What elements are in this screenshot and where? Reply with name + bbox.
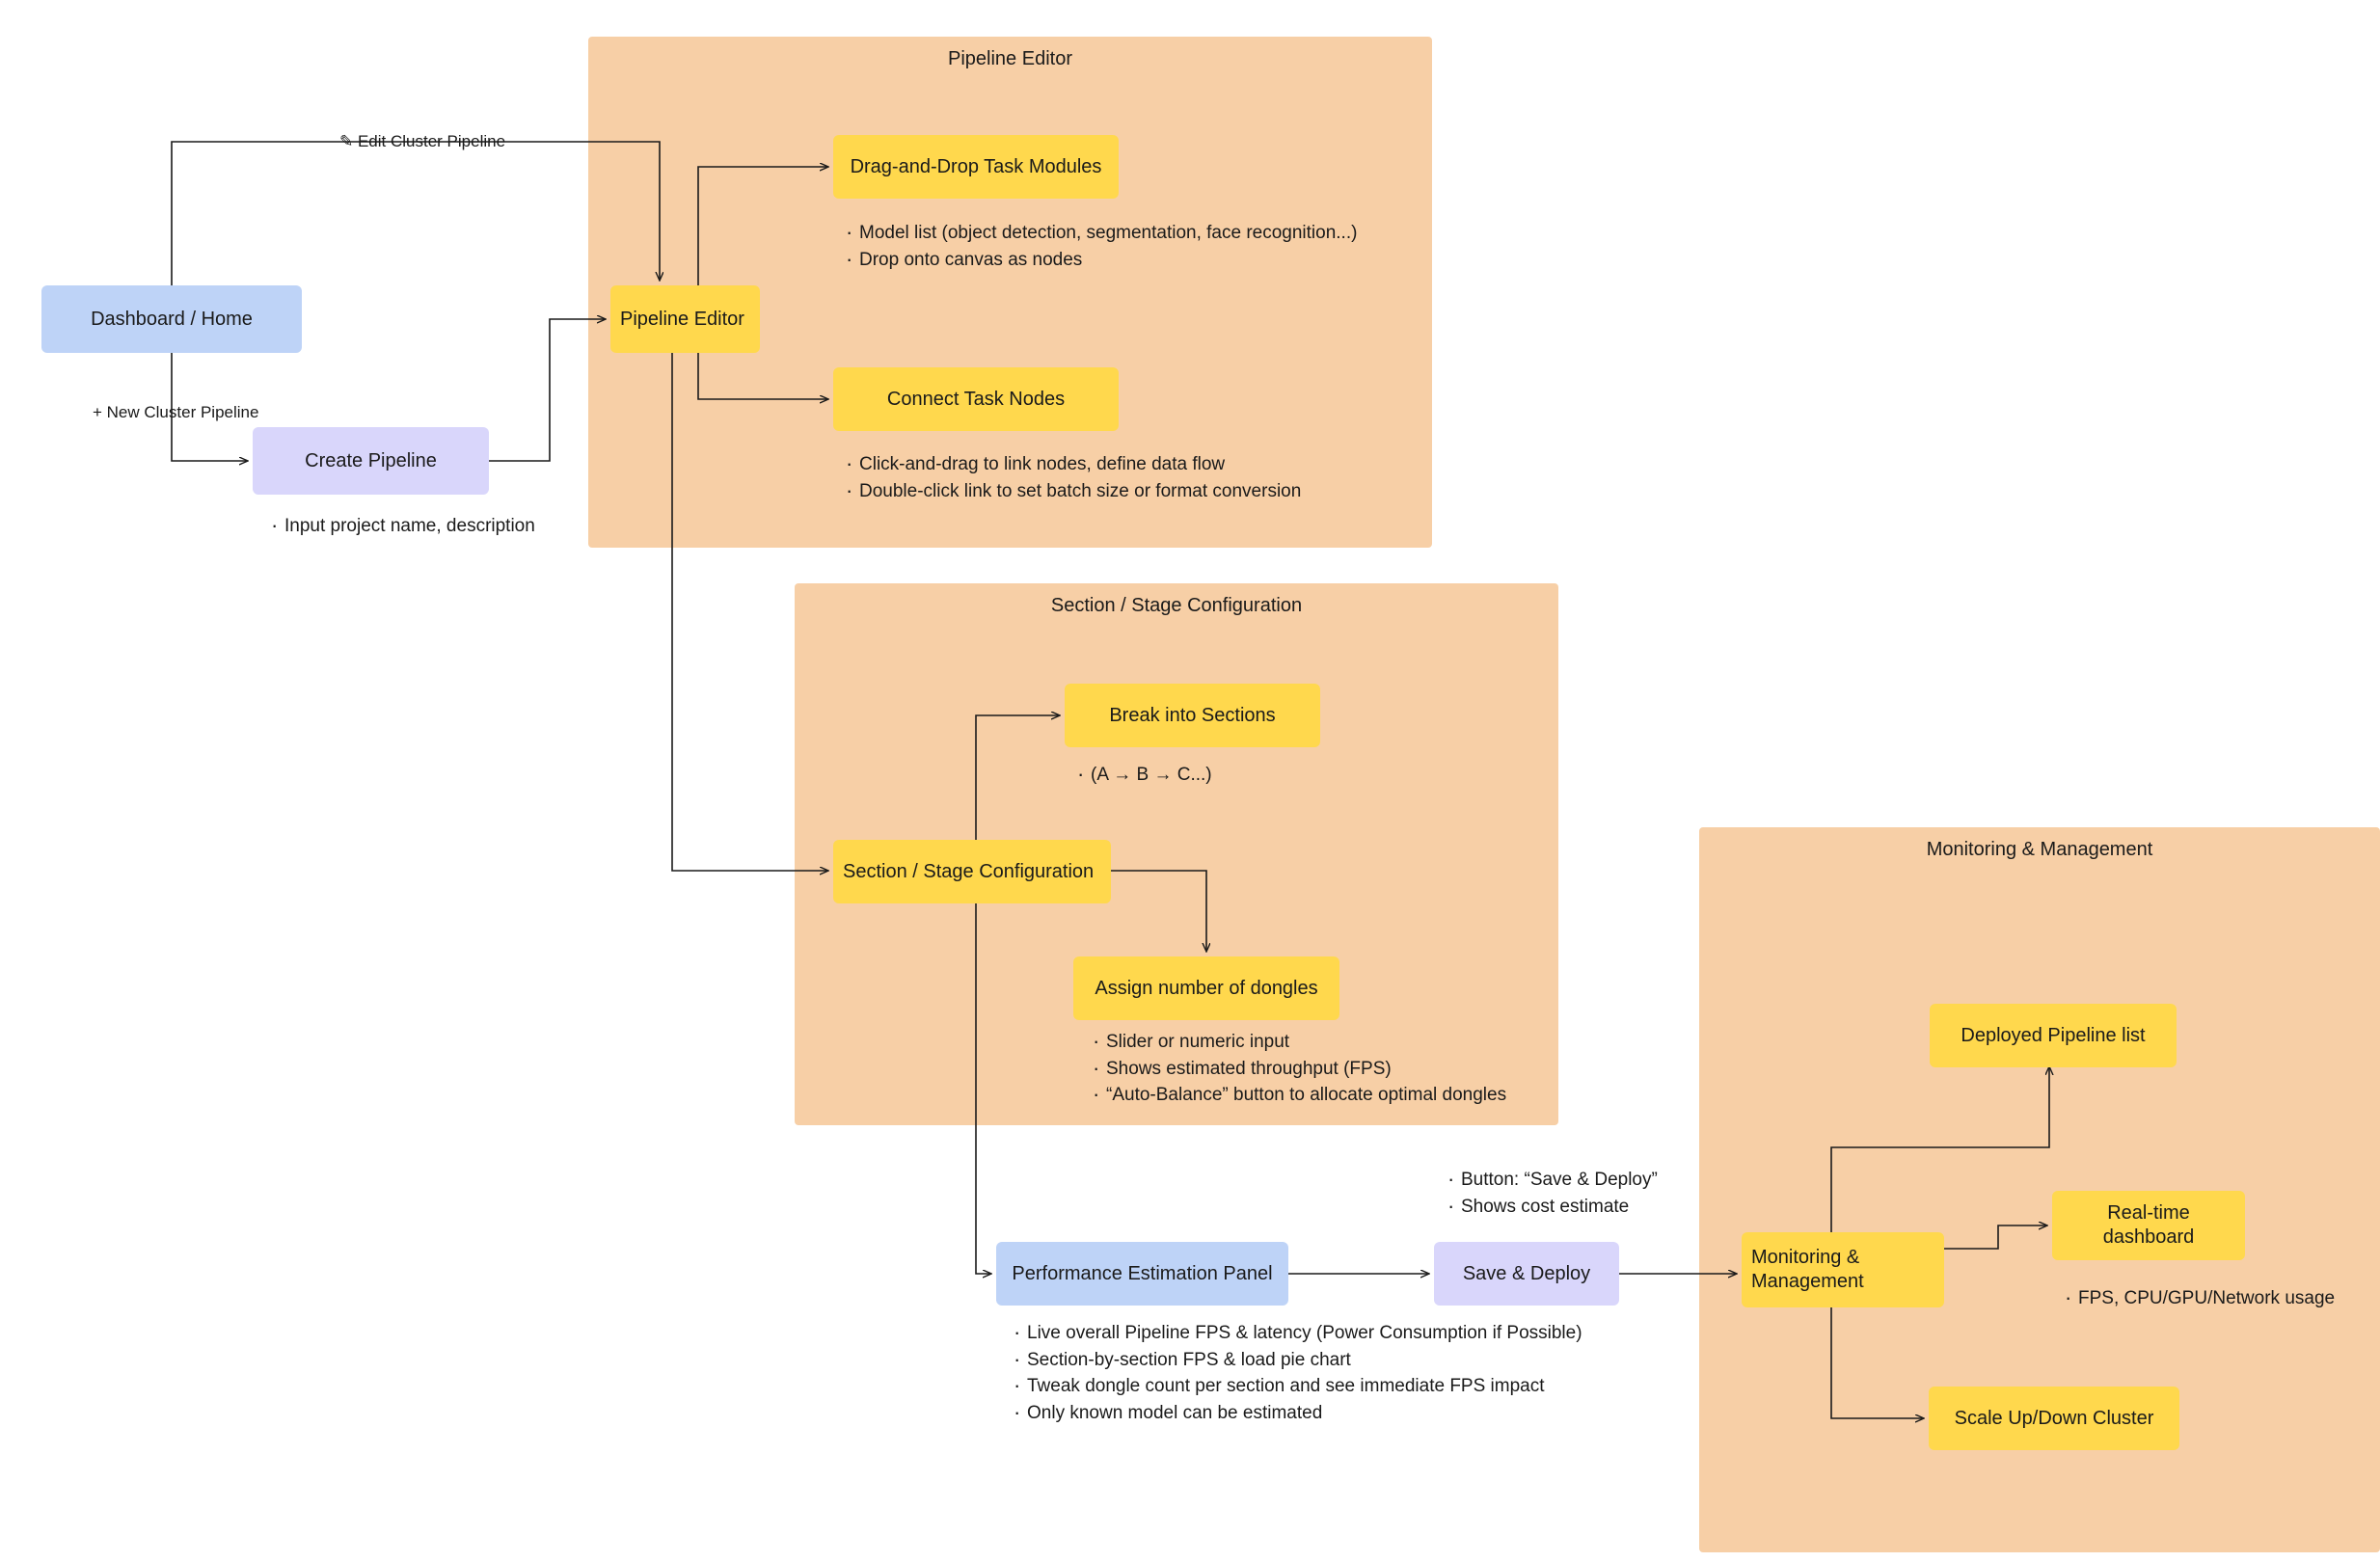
node-label: Scale Up/Down Cluster xyxy=(1954,1407,2154,1429)
notes-save-and-deploy xyxy=(1444,1167,1658,1220)
note-item: · Tweak dongle count per section and see immediate FPS impact xyxy=(1010,1373,1582,1400)
node-label: Create Pipeline xyxy=(305,449,437,471)
node-real-time-dashboard[interactable] xyxy=(2052,1191,2245,1260)
group-title-section-stage: Section / Stage Configuration xyxy=(1050,595,1303,616)
note-item: · Section-by-section FPS & load pie chart xyxy=(1010,1347,1582,1374)
note-item: · Click-and-drag to link nodes, define data flow xyxy=(842,451,1301,478)
node-label: Real-time dashboard xyxy=(2102,1202,2195,1248)
note-item: · Model list (object detection, segmentation, face recognition...) xyxy=(842,220,1357,247)
node-section-stage-configuration[interactable] xyxy=(833,840,1111,903)
edge-label-edit-cluster-pipeline: ✎ Edit Cluster Pipeline xyxy=(339,132,506,150)
note-item: · “Auto-Balance” button to allocate optimal dongles xyxy=(1089,1082,1506,1109)
note-item: · Input project name, description xyxy=(267,513,535,540)
node-scale-up-down-cluster[interactable] xyxy=(1929,1387,2179,1450)
node-monitoring-management[interactable] xyxy=(1742,1232,1944,1307)
node-pipeline-editor[interactable] xyxy=(610,285,760,353)
node-label: Break into Sections xyxy=(1109,704,1276,726)
notes-break-into-sections xyxy=(1073,762,1212,789)
node-label: Performance Estimation Panel xyxy=(1012,1262,1273,1284)
node-label: Monitoring & Management xyxy=(1751,1247,1864,1292)
node-connect-task-nodes[interactable] xyxy=(833,367,1119,431)
edge-label-new-cluster-pipeline: + New Cluster Pipeline xyxy=(93,403,259,421)
note-item: · Live overall Pipeline FPS & latency (Power Consumption if Possible) xyxy=(1010,1320,1582,1347)
note-item: · Shows estimated throughput (FPS) xyxy=(1089,1056,1506,1083)
note-item: · Button: “Save & Deploy” xyxy=(1444,1167,1658,1194)
note-item: · Only known model can be estimated xyxy=(1010,1400,1582,1427)
node-label: Save & Deploy xyxy=(1462,1262,1591,1284)
group-title-monitoring: Monitoring & Management xyxy=(1926,839,2153,860)
node-save-and-deploy[interactable] xyxy=(1434,1242,1619,1306)
node-create-pipeline[interactable] xyxy=(253,427,489,495)
note-item: · Slider or numeric input xyxy=(1089,1029,1506,1056)
notes-drag-and-drop xyxy=(842,220,1357,273)
notes-connect-task-nodes xyxy=(842,451,1301,504)
node-deployed-pipeline-list[interactable] xyxy=(1930,1004,2177,1067)
node-label: Connect Task Nodes xyxy=(886,388,1066,410)
node-label: Drag-and-Drop Task Modules xyxy=(850,155,1102,177)
node-label: Assign number of dongles xyxy=(1095,977,1318,999)
notes-real-time-dashboard xyxy=(2061,1285,2335,1312)
node-dashboard-home[interactable] xyxy=(41,285,302,353)
note-item: · Shows cost estimate xyxy=(1444,1194,1658,1221)
group-title-pipeline-editor: Pipeline Editor xyxy=(948,48,1072,69)
node-assign-number-of-dongles[interactable] xyxy=(1073,956,1339,1020)
notes-create-pipeline xyxy=(267,513,535,540)
note-item: · Double-click link to set batch size or format conversion xyxy=(842,478,1301,505)
notes-assign-number-of-dongles xyxy=(1089,1029,1506,1109)
node-drag-and-drop-task-modules[interactable] xyxy=(833,135,1119,199)
node-label: Pipeline Editor xyxy=(620,308,744,330)
node-break-into-sections[interactable] xyxy=(1065,684,1320,747)
node-label: Deployed Pipeline list xyxy=(1961,1024,2146,1046)
notes-performance-estimation-panel xyxy=(1010,1320,1582,1426)
note-item: · Drop onto canvas as nodes xyxy=(842,247,1357,274)
note-item: · FPS, CPU/GPU/Network usage xyxy=(2061,1285,2335,1312)
node-label: Section / Stage Configuration xyxy=(843,860,1095,882)
note-item: · (A → B → C...) xyxy=(1073,762,1212,789)
node-label: Dashboard / Home xyxy=(91,308,253,330)
node-performance-estimation-panel[interactable] xyxy=(996,1242,1288,1306)
